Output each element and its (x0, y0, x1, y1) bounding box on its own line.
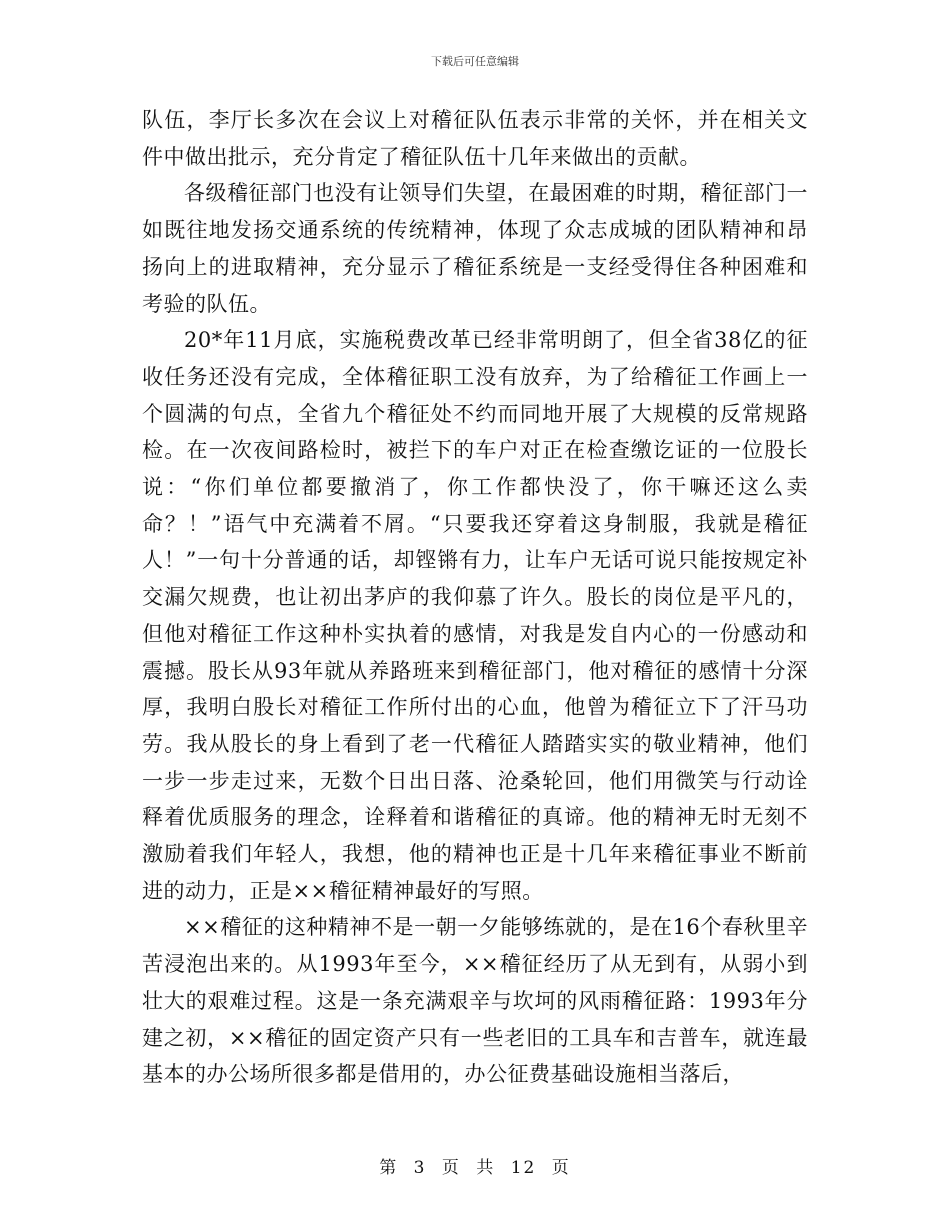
paragraph-3: 20*年11月底，实施税费改革已经非常明朗了，但全省38亿的征收任务还没有完成，全体稽征职工没有放弃，为了给稽征工作画上一个圆满的句点，全省九个稽征处不约而同地开展了大规模的反常规路检。在一次夜间路检时，被拦下的车户对正在检查缴讫证的一位股长说：“你们单位都要撤消了，你工作都快没了，你干嘛还这么卖命？！”语气中充满着不屑。“只要我还穿着这身制服，我就是稽征人！”一句十分普通的话，却铿锵有力，让车户无话可说只能按规定补交漏欠规费，也让初出茅庐的我仰慕了许久。股长的岗位是平凡的，但他对稽征工作这种朴实执着的感情，对我是发自内心的一份感动和震撼。股长从93年就从养路班来到稽征部门，他对稽征的感情十分深厚，我明白股长对稽征工作所付出的心血，他曾为稽征立下了汗马功劳。我从股长的身上看到了老一代稽征人踏踏实实的敬业精神，他们一步一步走过来，无数个日出日落、沧桑轮回，他们用微笑与行动诠释着优质服务的理念，诠释着和谐稽征的真谛。他的精神无时无刻不激励着我们年轻人，我想，他的精神也正是十几年来稽征事业不断前进的动力，正是××稽征精神最好的写照。 (142, 328, 808, 903)
footer-suffix: 页 (551, 1158, 571, 1178)
footer-prefix: 第 (379, 1158, 399, 1178)
page-header: 下载后可任意编辑 (431, 55, 519, 68)
document-body (142, 102, 808, 1093)
paragraph-2: 各级稽征部门也没有让领导们失望，在最困难的时期，稽征部门一如既往地发扬交通系统的传统精神，体现了众志成城的团队精神和昂扬向上的进取精神，充分显示了稽征系统是一支经受得住各种困难和考验的队伍。 (142, 181, 808, 316)
current-page-number: 3 (413, 1158, 427, 1178)
total-page-number: 12 (510, 1158, 537, 1178)
footer-total-prefix: 共 (476, 1158, 496, 1178)
paragraph-1: 队伍，李厅长多次在会议上对稽征队伍表示非常的关怀，并在相关文件中做出批示，充分肯定了稽征队伍十几年来做出的贡献。 (142, 108, 808, 169)
paragraph-4: ××稽征的这种精神不是一朝一夕能够练就的，是在16个春秋里辛苦浸泡出来的。从1993年至今，××稽征经历了从无到有，从弱小到壮大的艰难过程。这是一条充满艰辛与坎坷的风雨稽征路：1993年分建之初，××稽征的固定资产只有一些老旧的工具车和吉普车，就连最基本的办公场所很多都是借用的，办公征费基础设施相当落后， (142, 915, 808, 1087)
footer-page-label: 页 (441, 1158, 461, 1178)
page-footer (0, 1153, 950, 1178)
